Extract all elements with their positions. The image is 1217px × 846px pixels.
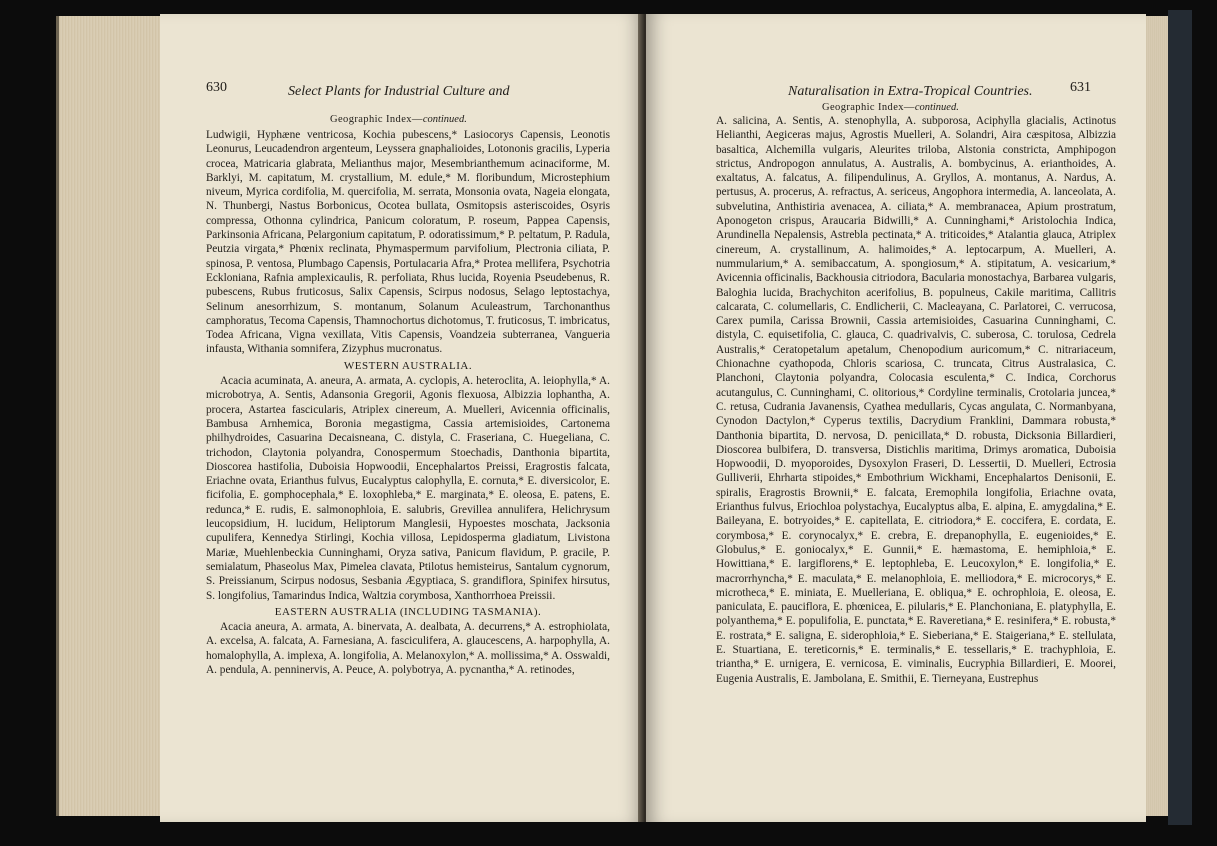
running-title: Naturalisation in Extra-Tropical Countries.	[788, 84, 1033, 99]
book-cover-right	[1168, 10, 1192, 825]
subheading-italic: continued.	[422, 114, 467, 125]
subheading-text: Geographic Index—	[330, 114, 423, 125]
running-title: Select Plants for Industrial Culture and	[288, 84, 510, 99]
right-page	[646, 14, 1146, 822]
page-number: 631	[1070, 80, 1091, 95]
paragraph: Acacia acuminata, A. aneura, A. armata, A. cyclopis, A. heteroclita, A. leiophylla,* A. microbotrya, A. Sentis, Adansonia Gregorii, Agonis flexuosa, Albizzia lophantha, A. procera, Astartea fascicularis, Atriplex cinereum, A. Muelleri, Avicennia officinalis, Bambusa Arnhemica, Boronia megastigma, Cassia artemisioides, Cartonema philhydroides, Casuarina Decaisneana, C. distyla, C. Fraseriana, C. Huegeliana, C. trichodon, Claytonia polyandra, Conospermum Stoechadis, Danthonia bipartita, Dioscorea hastifolia, Duboisia Hopwoodii, Encephalartos Preissi, Eragrostis falcata, Eriachne ovata, Erianthus fulvus, Eucalyptus calophylla, E. cornuta,* E. diversicolor, E. ficifolia, E. gomphocephala,* E. loxophleba,* E. marginata,* E. oleosa, E. patens, E. redunca,* E. rudis, E. salmonophloia, E. salubris, Grevillea annulifera, Helichrysum leucopsidium, H. lucidum, Heliptorum Manglesii, Hypoestes moschata, Jacksonia cupulifera, Kennedya Stirlingi, Kochia villosa, Lepidosperma gladiatum, Livistona Mariæ, Muehlenbeckia Cunninghami, Oryza sativa, Panicum flavidum, P. gracile, P. semialatum, Phaseolus Max, Pimelea clavata, Ptilotus hemisteirus, Santalum cygnorum, S. Preissianum, Scirpus nodosus, Sesbania Ægyptiaca, S. grandiflora, Spinifex hirsutus, S. longifolius, Tamarindus Indica, Waltzia corymbosa, Xanthorrhoea Preissii.	[206, 375, 610, 602]
left-page	[160, 14, 644, 822]
subheading-italic: continued.	[914, 102, 959, 113]
page-edges-right	[1146, 16, 1168, 816]
page-number: 630	[206, 80, 227, 95]
section-heading: EASTERN AUSTRALIA (INCLUDING TASMANIA).	[274, 605, 542, 618]
section-heading: WESTERN AUSTRALIA.	[343, 359, 473, 372]
text-column	[716, 114, 1116, 686]
subheading-text: Geographic Index—	[822, 102, 915, 113]
page-edges-left	[56, 16, 165, 816]
subheading	[822, 102, 959, 113]
subheading	[330, 114, 467, 125]
paragraph: A. salicina, A. Sentis, A. stenophylla, A. subporosa, Aciphylla glacialis, Actinotus Helianthi, Aegiceras majus, Agrostis Muelleri, A. Solandri, Aira cæspitosa, Albizzia basaltica, Alchemilla vulgaris, Aleurites triloba, Alstonia constricta, Amphipogon strictus, Andropogon annulatus, A. Australis, A. bombycinus, A. erianthoides, A. exaltatus, A. falcatus, A. filipendulinus, A. Gryllos, A. montanus, A. Nardus, A. pertusus, A. procerus, A. refractus, A. sericeus, Angophora intermedia, A. lanceolata, A. subvelutina, Anthistiria avenacea, A. ciliata,* A. membranacea, Apium prostratum, Aponogeton crispus, Araucaria Bidwilli,* A. Cunninghami,* Aristolochia Indica, Arundinella Nepalensis, Astrebla pectinata,* A. triticoides,* Atalantia glauca, Atriplex cinereum, A. crystallinum, A. halimoides,* A. leptocarpum, A. Muelleri, A. nummularium,* A. semibaccatum, A. spongiosum,* A. stipitatum, A. vesicarium,* Avicennia officinalis, Backhousia citriodora, Bacularia monostachya, Barbarea vulgaris, Baloghia lucida, Brachychiton acerifolius, B. populneus, Cakile maritima, Callitris calcarata, C. columellaris, C. Endlicherii, C. Macleayana, C. Parlatorei, C. verrucosa, Carex pumila, Carissa Brownii, Cassia artemisioides, Casuarina Cunninghami, C. distyla, C. equisetifolia, C. glauca, C. quadrivalvis, C. suberosa, C. torulosa, Cedrela Australis,* Ceratopetalum apetalum, Chenopodium auricomum,* C. nitrariaceum, Chionachne cyathopoda, Chloris scariosa, C. truncata, Citrus Australasica, C. Planchoni, Claytonia polyandra, Colocasia esculenta,* C. Indica, Corchorus acutangulus, C. Cunninghami, C. olitorious,* Cordyline terminalis, Crotolaria juncea,* C. retusa, Cudrania Javanensis, Cyathea medullaris, Cycas angulata, C. Normanbyana, Cynodon Dactylon,* Cyperus textilis, Dacrydium Franklini, Dammara robusta,* Danthonia bipartita, D. nervosa, D. penicillata,* D. robusta, Dicksonia Billardieri, Dioscorea bulbifera, D. transversa, Distichlis maritima, Drimys aromatica, Duboisia Hopwoodii, D. myoporoides, Dysoxylon Fraseri, D. Lessertii, D. Muelleri, Ectrosia Gulliverii, Ehrharta stipoides,* Embothrium Wickhami, Encephalartos Denisonii, E. spiralis, Eragrostis Brownii,* E. falcata, Eremophila longifolia, Eriachne ovata, Erianthus fulvus, Eriochloa polystachya, Eucalyptus alba, E. alpina, E. amygdalina,* E. Baileyana, E. botryoides,* E. capitellata, E. citriodora,* E. coccifera, E. cordata, E. corymbosa,* E. corynocalyx,* E. crebra, E. drepanophylla, E. eugenioides,* E. Globulus,* E. goniocalyx,* E. Gunnii,* E. hæmastoma, E. hemiphloia,* E. Howittiana,* E. largiflorens,* E. leptophleba, E. Leucoxylon,* E. longifolia,* E. macrorrhyncha,* E. maculata,* E. melanophloia, E. melliodora,* E. microcorys,* E. microtheca,* E. miniata, E. Muelleriana, E. obliqua,* E. ochrophloia, E. oleosa, E. paniculata, E. pauciflora, E. phœnicea, E. pilularis,* E. Planchoniana, E. platyphylla, E. polyanthema,* E. populifolia, E. punctata,* E. Raveretiana,* E. resinifera,* E. robusta,* E. rostrata,* E. saligna, E. siderophloia,* E. Sieberiana,* E. Staigeriana,* E. stellulata, E. Stuartiana, E. tereticornis,* E. terminalis,* E. tessellaris,* E. trachyphloia, E. triantha,* E. urnigera, E. vernicosa, E. viminalis, Eucryphia Billardieri, E. Moorei, Eugenia Australis, E. Jambolana, E. Smithii, E. Tierneyana, Eustrephus	[716, 115, 1116, 685]
paragraph: Acacia aneura, A. armata, A. binervata, A. dealbata, A. decurrens,* A. estrophiolata, A. excelsa, A. falcata, A. Farnesiana, A. fasciculifera, A. glaucescens, A. harpophylla, A. homalophylla, A. implexa, A. longifolia, A. Melanoxylon,* A. mollissima,* A. Osswaldi, A. pendula, A. penninervis, A. Peuce, A. polybotrya, A. pycnantha,* A. retinodes,	[206, 621, 610, 676]
text-column	[206, 128, 610, 677]
paragraph: Ludwigii, Hyphæne ventricosa, Kochia pubescens,* Lasiocorys Capensis, Leonotis Leonurus, Leucadendron argenteum, Leyssera gnaphalioides, Lotononis gracilis, Lyperia crocea, Matricaria glabrata, Melianthus major, Mesembrianthemum acinaciforme, M. Barklyi, M. capitatum, M. crystallium, M. edule,* M. floribundum, Microstephium niveum, Myrica cordifolia, M. quercifolia, M. serrata, Monsonia ovata, Nageia elongata, N. Thunbergi, Nastus Borbonicus, Ocotea bullata, Osmitopsis asteriscoides, Osyris compressa, Othonna cylindrica, Panicum coloratum, P. roseum, Pappea Capensis, Parkinsonia Africana, Pelargonium capitatum, P. odoratissimum,* P. peltatum, P. Radula, Peutzia virgata,* Phœnix reclinata, Phymaspermum parvifolium, Plectronia ciliata, P. spinosa, P. ventosa, Plumbago Capensis, Portulacaria Afra,* Protea mellifera, Psychotria Eckloniana, Rafnia amplexicaulis, R. perfoliata, Rhus lucida, Royenia Pseudebenus, R. pubescens, Rubus fruticosus, Salix Capensis, Scirpus nodosus, Selago leptostachya, Selinum anesorrhizum, S. montanum, Solanum Aculeastrum, Tarchonanthus camphoratus, Tecoma Capensis, Thamnochortus dichotomus, T. fruticosus, T. imbricatus, Todea Africana, Vigna vexillata, Vitis Capensis, Voandzeia subterranea, Vangueria infausta, Withania somnifera, Zizyphus mucronatus.	[206, 129, 610, 356]
